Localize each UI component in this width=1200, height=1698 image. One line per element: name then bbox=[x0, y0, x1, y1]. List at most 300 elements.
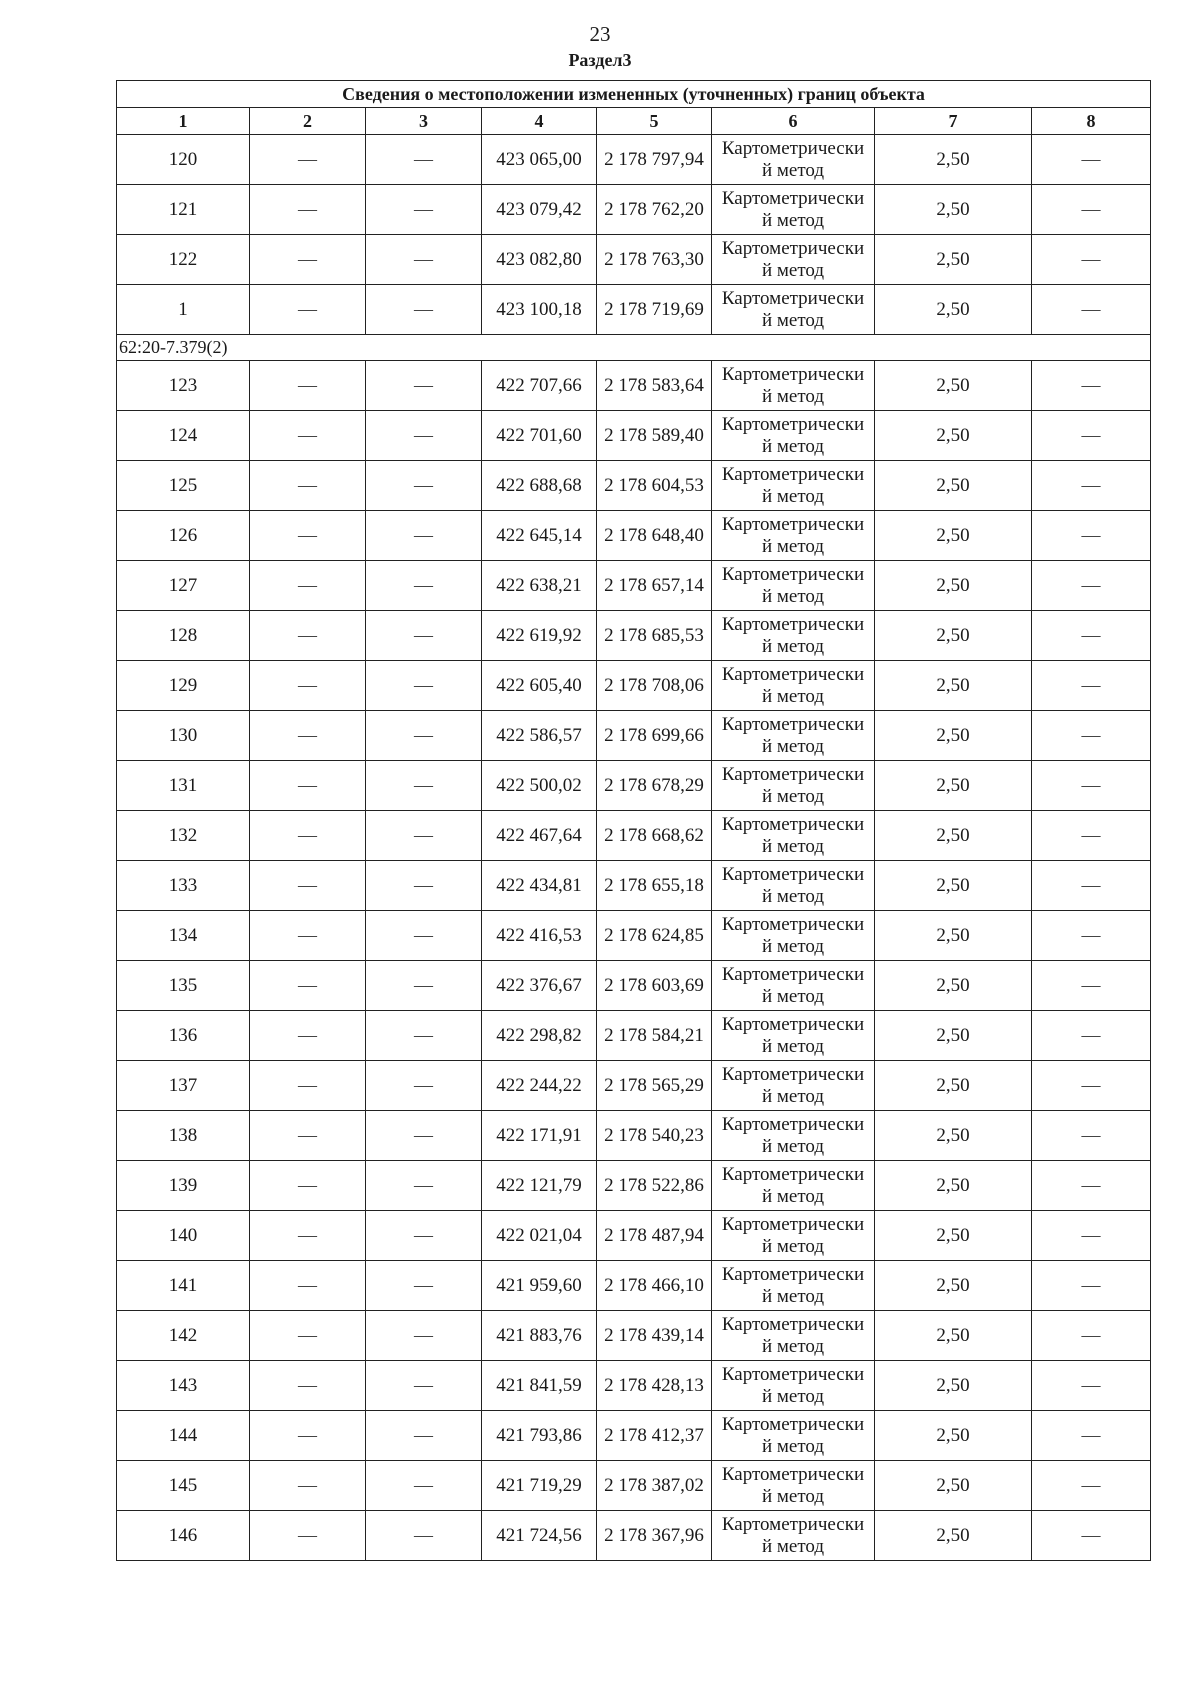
y-coordinate-cell: 2 178 668,62 bbox=[597, 811, 712, 861]
dash-cell: — bbox=[1032, 1311, 1151, 1361]
precision-cell: 2,50 bbox=[875, 1411, 1032, 1461]
method-cell bbox=[712, 411, 875, 461]
table-row bbox=[117, 1161, 1151, 1211]
x-coordinate-cell: 422 434,81 bbox=[482, 861, 597, 911]
method-line-1: Картометрически bbox=[721, 463, 865, 485]
precision-cell: 2,50 bbox=[875, 511, 1032, 561]
dash-cell: — bbox=[366, 1011, 482, 1061]
column-number: 1 bbox=[117, 108, 250, 135]
point-number-cell: 142 bbox=[117, 1311, 250, 1361]
method-cell bbox=[712, 461, 875, 511]
dash-cell: — bbox=[1032, 1511, 1151, 1561]
point-number-cell: 133 bbox=[117, 861, 250, 911]
table-row bbox=[117, 1311, 1151, 1361]
precision-cell: 2,50 bbox=[875, 235, 1032, 285]
precision-cell: 2,50 bbox=[875, 561, 1032, 611]
column-number: 5 bbox=[597, 108, 712, 135]
dash-cell: — bbox=[366, 711, 482, 761]
method-line-1: Картометрически bbox=[721, 713, 865, 735]
precision-cell: 2,50 bbox=[875, 1161, 1032, 1211]
dash-cell: — bbox=[250, 1511, 366, 1561]
dash-cell: — bbox=[250, 911, 366, 961]
x-coordinate-cell: 422 688,68 bbox=[482, 461, 597, 511]
x-coordinate-cell: 422 376,67 bbox=[482, 961, 597, 1011]
method-line-1: Картометрически bbox=[721, 1363, 865, 1385]
method-line-1: Картометрически bbox=[721, 1013, 865, 1035]
method-line-2: й метод bbox=[761, 435, 825, 457]
table-row bbox=[117, 411, 1151, 461]
method-line-1: Картометрически bbox=[721, 813, 865, 835]
table-caption: Сведения о местоположении измененных (уточненных) границ объекта bbox=[117, 81, 1151, 108]
table-row bbox=[117, 361, 1151, 411]
method-cell bbox=[712, 1411, 875, 1461]
method-line-2: й метод bbox=[761, 259, 825, 281]
dash-cell: — bbox=[250, 711, 366, 761]
dash-cell: — bbox=[250, 661, 366, 711]
dash-cell: — bbox=[1032, 285, 1151, 335]
point-number-cell: 139 bbox=[117, 1161, 250, 1211]
x-coordinate-cell: 423 079,42 bbox=[482, 185, 597, 235]
dash-cell: — bbox=[1032, 1011, 1151, 1061]
method-line-2: й метод bbox=[761, 585, 825, 607]
y-coordinate-cell: 2 178 428,13 bbox=[597, 1361, 712, 1411]
dash-cell: — bbox=[250, 411, 366, 461]
point-number-cell: 135 bbox=[117, 961, 250, 1011]
x-coordinate-cell: 423 065,00 bbox=[482, 135, 597, 185]
point-number-cell: 144 bbox=[117, 1411, 250, 1461]
point-number-cell: 128 bbox=[117, 611, 250, 661]
method-cell bbox=[712, 1211, 875, 1261]
method-cell bbox=[712, 811, 875, 861]
precision-cell: 2,50 bbox=[875, 285, 1032, 335]
method-cell bbox=[712, 235, 875, 285]
dash-cell: — bbox=[250, 561, 366, 611]
method-line-2: й метод bbox=[761, 309, 825, 331]
method-line-1: Картометрически bbox=[721, 1113, 865, 1135]
method-line-1: Картометрически bbox=[721, 863, 865, 885]
point-number-cell: 141 bbox=[117, 1261, 250, 1311]
y-coordinate-cell: 2 178 522,86 bbox=[597, 1161, 712, 1211]
precision-cell: 2,50 bbox=[875, 1261, 1032, 1311]
y-coordinate-cell: 2 178 762,20 bbox=[597, 185, 712, 235]
section-title: Раздел3 bbox=[568, 50, 632, 70]
method-line-1: Картометрически bbox=[721, 563, 865, 585]
dash-cell: — bbox=[1032, 1211, 1151, 1261]
precision-cell: 2,50 bbox=[875, 135, 1032, 185]
x-coordinate-cell: 422 121,79 bbox=[482, 1161, 597, 1211]
point-number-cell: 143 bbox=[117, 1361, 250, 1411]
dash-cell: — bbox=[366, 1111, 482, 1161]
dash-cell: — bbox=[250, 1211, 366, 1261]
dash-cell: — bbox=[250, 1161, 366, 1211]
method-line-2: й метод bbox=[761, 985, 825, 1007]
y-coordinate-cell: 2 178 708,06 bbox=[597, 661, 712, 711]
precision-cell: 2,50 bbox=[875, 1111, 1032, 1161]
dash-cell: — bbox=[366, 185, 482, 235]
dash-cell: — bbox=[1032, 761, 1151, 811]
dash-cell: — bbox=[366, 511, 482, 561]
y-coordinate-cell: 2 178 648,40 bbox=[597, 511, 712, 561]
point-number-cell: 136 bbox=[117, 1011, 250, 1061]
column-numbers-row bbox=[117, 108, 1151, 135]
method-line-2: й метод bbox=[761, 1135, 825, 1157]
dash-cell: — bbox=[366, 411, 482, 461]
point-number-cell: 138 bbox=[117, 1111, 250, 1161]
method-line-1: Картометрически bbox=[721, 513, 865, 535]
table-row bbox=[117, 1461, 1151, 1511]
dash-cell: — bbox=[366, 611, 482, 661]
precision-cell: 2,50 bbox=[875, 461, 1032, 511]
x-coordinate-cell: 423 082,80 bbox=[482, 235, 597, 285]
dash-cell: — bbox=[250, 961, 366, 1011]
x-coordinate-cell: 422 645,14 bbox=[482, 511, 597, 561]
table-row bbox=[117, 1261, 1151, 1311]
x-coordinate-cell: 422 171,91 bbox=[482, 1111, 597, 1161]
table-row bbox=[117, 511, 1151, 561]
point-number-cell: 123 bbox=[117, 361, 250, 411]
method-cell bbox=[712, 1461, 875, 1511]
method-line-2: й метод bbox=[761, 1035, 825, 1057]
method-cell bbox=[712, 361, 875, 411]
table-row bbox=[117, 711, 1151, 761]
precision-cell: 2,50 bbox=[875, 911, 1032, 961]
method-line-2: й метод bbox=[761, 1535, 825, 1557]
method-line-2: й метод bbox=[761, 635, 825, 657]
point-number-cell: 127 bbox=[117, 561, 250, 611]
x-coordinate-cell: 421 841,59 bbox=[482, 1361, 597, 1411]
point-number-cell: 132 bbox=[117, 811, 250, 861]
point-number-cell: 126 bbox=[117, 511, 250, 561]
y-coordinate-cell: 2 178 439,14 bbox=[597, 1311, 712, 1361]
method-line-2: й метод bbox=[761, 485, 825, 507]
dash-cell: — bbox=[366, 561, 482, 611]
precision-cell: 2,50 bbox=[875, 1211, 1032, 1261]
method-cell bbox=[712, 1011, 875, 1061]
x-coordinate-cell: 422 500,02 bbox=[482, 761, 597, 811]
dash-cell: — bbox=[1032, 1261, 1151, 1311]
table-row bbox=[117, 135, 1151, 185]
dash-cell: — bbox=[1032, 1411, 1151, 1461]
dash-cell: — bbox=[1032, 135, 1151, 185]
dash-cell: — bbox=[366, 1211, 482, 1261]
method-line-1: Картометрически bbox=[721, 137, 865, 159]
dash-cell: — bbox=[366, 1411, 482, 1461]
dash-cell: — bbox=[1032, 411, 1151, 461]
point-number-cell: 134 bbox=[117, 911, 250, 961]
y-coordinate-cell: 2 178 657,14 bbox=[597, 561, 712, 611]
dash-cell: — bbox=[1032, 1461, 1151, 1511]
method-line-1: Картометрически bbox=[721, 613, 865, 635]
x-coordinate-cell: 422 701,60 bbox=[482, 411, 597, 461]
x-coordinate-cell: 421 959,60 bbox=[482, 1261, 597, 1311]
method-cell bbox=[712, 285, 875, 335]
dash-cell: — bbox=[250, 135, 366, 185]
table-row bbox=[117, 1011, 1151, 1061]
dash-cell: — bbox=[250, 235, 366, 285]
dash-cell: — bbox=[250, 1261, 366, 1311]
table-row bbox=[117, 235, 1151, 285]
point-number-cell: 121 bbox=[117, 185, 250, 235]
point-number-cell: 124 bbox=[117, 411, 250, 461]
dash-cell: — bbox=[366, 235, 482, 285]
x-coordinate-cell: 422 586,57 bbox=[482, 711, 597, 761]
x-coordinate-cell: 421 724,56 bbox=[482, 1511, 597, 1561]
method-line-2: й метод bbox=[761, 209, 825, 231]
dash-cell: — bbox=[1032, 1111, 1151, 1161]
precision-cell: 2,50 bbox=[875, 361, 1032, 411]
method-cell bbox=[712, 711, 875, 761]
precision-cell: 2,50 bbox=[875, 961, 1032, 1011]
table-row bbox=[117, 1111, 1151, 1161]
dash-cell: — bbox=[250, 1361, 366, 1411]
table-row bbox=[117, 1061, 1151, 1111]
dash-cell: — bbox=[366, 1511, 482, 1561]
x-coordinate-cell: 422 619,92 bbox=[482, 611, 597, 661]
method-cell bbox=[712, 511, 875, 561]
column-number: 8 bbox=[1032, 108, 1151, 135]
dash-cell: — bbox=[366, 285, 482, 335]
x-coordinate-cell: 421 719,29 bbox=[482, 1461, 597, 1511]
method-cell bbox=[712, 661, 875, 711]
column-number: 7 bbox=[875, 108, 1032, 135]
y-coordinate-cell: 2 178 603,69 bbox=[597, 961, 712, 1011]
x-coordinate-cell: 421 793,86 bbox=[482, 1411, 597, 1461]
method-cell bbox=[712, 135, 875, 185]
method-line-2: й метод bbox=[761, 885, 825, 907]
dash-cell: — bbox=[1032, 961, 1151, 1011]
dash-cell: — bbox=[366, 1261, 482, 1311]
precision-cell: 2,50 bbox=[875, 661, 1032, 711]
precision-cell: 2,50 bbox=[875, 411, 1032, 461]
y-coordinate-cell: 2 178 584,21 bbox=[597, 1011, 712, 1061]
table-row bbox=[117, 661, 1151, 711]
y-coordinate-cell: 2 178 699,66 bbox=[597, 711, 712, 761]
precision-cell: 2,50 bbox=[875, 611, 1032, 661]
table-row bbox=[117, 185, 1151, 235]
dash-cell: — bbox=[250, 1111, 366, 1161]
method-cell bbox=[712, 1361, 875, 1411]
x-coordinate-cell: 422 244,22 bbox=[482, 1061, 597, 1111]
precision-cell: 2,50 bbox=[875, 185, 1032, 235]
y-coordinate-cell: 2 178 583,64 bbox=[597, 361, 712, 411]
table-row bbox=[117, 461, 1151, 511]
dash-cell: — bbox=[1032, 661, 1151, 711]
dash-cell: — bbox=[366, 811, 482, 861]
method-line-1: Картометрически bbox=[721, 1413, 865, 1435]
point-number-cell: 122 bbox=[117, 235, 250, 285]
dash-cell: — bbox=[366, 135, 482, 185]
method-line-2: й метод bbox=[761, 685, 825, 707]
method-line-2: й метод bbox=[761, 159, 825, 181]
method-line-2: й метод bbox=[761, 1335, 825, 1357]
method-line-1: Картометрически bbox=[721, 1263, 865, 1285]
point-number-cell: 125 bbox=[117, 461, 250, 511]
dash-cell: — bbox=[250, 361, 366, 411]
dash-cell: — bbox=[366, 461, 482, 511]
y-coordinate-cell: 2 178 655,18 bbox=[597, 861, 712, 911]
method-cell bbox=[712, 1061, 875, 1111]
dash-cell: — bbox=[366, 911, 482, 961]
precision-cell: 2,50 bbox=[875, 1061, 1032, 1111]
x-coordinate-cell: 422 021,04 bbox=[482, 1211, 597, 1261]
method-cell bbox=[712, 561, 875, 611]
method-line-2: й метод bbox=[761, 1485, 825, 1507]
column-number: 3 bbox=[366, 108, 482, 135]
method-cell bbox=[712, 1511, 875, 1561]
method-cell bbox=[712, 1261, 875, 1311]
precision-cell: 2,50 bbox=[875, 1311, 1032, 1361]
page-number: 23 bbox=[589, 22, 611, 46]
method-line-2: й метод bbox=[761, 1285, 825, 1307]
dash-cell: — bbox=[250, 461, 366, 511]
dash-cell: — bbox=[1032, 1361, 1151, 1411]
method-line-2: й метод bbox=[761, 1085, 825, 1107]
method-line-2: й метод bbox=[761, 1235, 825, 1257]
dash-cell: — bbox=[1032, 235, 1151, 285]
dash-cell: — bbox=[366, 661, 482, 711]
dash-cell: — bbox=[1032, 1061, 1151, 1111]
method-line-2: й метод bbox=[761, 785, 825, 807]
x-coordinate-cell: 422 416,53 bbox=[482, 911, 597, 961]
dash-cell: — bbox=[366, 861, 482, 911]
dash-cell: — bbox=[366, 361, 482, 411]
group-row bbox=[117, 335, 1151, 361]
method-line-1: Картометрически bbox=[721, 237, 865, 259]
method-line-1: Картометрически bbox=[721, 1463, 865, 1485]
method-line-2: й метод bbox=[761, 1385, 825, 1407]
dash-cell: — bbox=[250, 811, 366, 861]
table-row bbox=[117, 911, 1151, 961]
dash-cell: — bbox=[250, 861, 366, 911]
dash-cell: — bbox=[250, 761, 366, 811]
dash-cell: — bbox=[1032, 611, 1151, 661]
dash-cell: — bbox=[366, 1061, 482, 1111]
table-row bbox=[117, 761, 1151, 811]
y-coordinate-cell: 2 178 367,96 bbox=[597, 1511, 712, 1561]
method-cell bbox=[712, 1311, 875, 1361]
table-row bbox=[117, 861, 1151, 911]
dash-cell: — bbox=[1032, 361, 1151, 411]
method-cell bbox=[712, 911, 875, 961]
table-row bbox=[117, 1511, 1151, 1561]
y-coordinate-cell: 2 178 604,53 bbox=[597, 461, 712, 511]
method-line-1: Картометрически bbox=[721, 187, 865, 209]
dash-cell: — bbox=[250, 285, 366, 335]
precision-cell: 2,50 bbox=[875, 711, 1032, 761]
dash-cell: — bbox=[1032, 861, 1151, 911]
y-coordinate-cell: 2 178 685,53 bbox=[597, 611, 712, 661]
method-line-2: й метод bbox=[761, 1435, 825, 1457]
y-coordinate-cell: 2 178 540,23 bbox=[597, 1111, 712, 1161]
point-number-cell: 131 bbox=[117, 761, 250, 811]
method-line-1: Картометрически bbox=[721, 1063, 865, 1085]
dash-cell: — bbox=[250, 185, 366, 235]
column-number: 4 bbox=[482, 108, 597, 135]
method-line-1: Картометрически bbox=[721, 913, 865, 935]
dash-cell: — bbox=[250, 1011, 366, 1061]
method-line-2: й метод bbox=[761, 835, 825, 857]
table-row bbox=[117, 285, 1151, 335]
method-line-1: Картометрически bbox=[721, 1313, 865, 1335]
point-number-cell: 137 bbox=[117, 1061, 250, 1111]
y-coordinate-cell: 2 178 466,10 bbox=[597, 1261, 712, 1311]
method-line-2: й метод bbox=[761, 1185, 825, 1207]
dash-cell: — bbox=[1032, 811, 1151, 861]
table-row bbox=[117, 561, 1151, 611]
precision-cell: 2,50 bbox=[875, 1511, 1032, 1561]
dash-cell: — bbox=[250, 1411, 366, 1461]
method-line-1: Картометрически bbox=[721, 1213, 865, 1235]
table-row bbox=[117, 1361, 1151, 1411]
column-number: 6 bbox=[712, 108, 875, 135]
x-coordinate-cell: 422 605,40 bbox=[482, 661, 597, 711]
method-line-2: й метод bbox=[761, 735, 825, 757]
table-row bbox=[117, 811, 1151, 861]
method-line-2: й метод bbox=[761, 385, 825, 407]
method-line-1: Картометрически bbox=[721, 287, 865, 309]
group-label: 62:20-7.379(2) bbox=[117, 335, 1151, 361]
dash-cell: — bbox=[1032, 1161, 1151, 1211]
precision-cell: 2,50 bbox=[875, 1461, 1032, 1511]
y-coordinate-cell: 2 178 797,94 bbox=[597, 135, 712, 185]
y-coordinate-cell: 2 178 487,94 bbox=[597, 1211, 712, 1261]
method-line-1: Картометрически bbox=[721, 1513, 865, 1535]
method-line-1: Картометрически bbox=[721, 363, 865, 385]
x-coordinate-cell: 421 883,76 bbox=[482, 1311, 597, 1361]
method-line-2: й метод bbox=[761, 935, 825, 957]
method-line-2: й метод bbox=[761, 535, 825, 557]
precision-cell: 2,50 bbox=[875, 861, 1032, 911]
method-line-1: Картометрически bbox=[721, 663, 865, 685]
point-number-cell: 130 bbox=[117, 711, 250, 761]
precision-cell: 2,50 bbox=[875, 1361, 1032, 1411]
dash-cell: — bbox=[366, 761, 482, 811]
dash-cell: — bbox=[366, 1461, 482, 1511]
table-row bbox=[117, 1411, 1151, 1461]
method-cell bbox=[712, 861, 875, 911]
y-coordinate-cell: 2 178 412,37 bbox=[597, 1411, 712, 1461]
dash-cell: — bbox=[1032, 911, 1151, 961]
y-coordinate-cell: 2 178 719,69 bbox=[597, 285, 712, 335]
method-cell bbox=[712, 1111, 875, 1161]
dash-cell: — bbox=[250, 1061, 366, 1111]
x-coordinate-cell: 422 298,82 bbox=[482, 1011, 597, 1061]
method-cell bbox=[712, 611, 875, 661]
method-cell bbox=[712, 761, 875, 811]
table-row bbox=[117, 1211, 1151, 1261]
point-number-cell: 120 bbox=[117, 135, 250, 185]
method-cell bbox=[712, 1161, 875, 1211]
x-coordinate-cell: 423 100,18 bbox=[482, 285, 597, 335]
point-number-cell: 1 bbox=[117, 285, 250, 335]
method-line-1: Картометрически bbox=[721, 763, 865, 785]
x-coordinate-cell: 422 467,64 bbox=[482, 811, 597, 861]
dash-cell: — bbox=[250, 1311, 366, 1361]
precision-cell: 2,50 bbox=[875, 1011, 1032, 1061]
y-coordinate-cell: 2 178 565,29 bbox=[597, 1061, 712, 1111]
x-coordinate-cell: 422 638,21 bbox=[482, 561, 597, 611]
precision-cell: 2,50 bbox=[875, 761, 1032, 811]
dash-cell: — bbox=[1032, 711, 1151, 761]
dash-cell: — bbox=[250, 1461, 366, 1511]
y-coordinate-cell: 2 178 387,02 bbox=[597, 1461, 712, 1511]
dash-cell: — bbox=[366, 1311, 482, 1361]
table-row bbox=[117, 961, 1151, 1011]
method-line-1: Картометрически bbox=[721, 963, 865, 985]
y-coordinate-cell: 2 178 589,40 bbox=[597, 411, 712, 461]
method-line-1: Картометрически bbox=[721, 413, 865, 435]
x-coordinate-cell: 422 707,66 bbox=[482, 361, 597, 411]
